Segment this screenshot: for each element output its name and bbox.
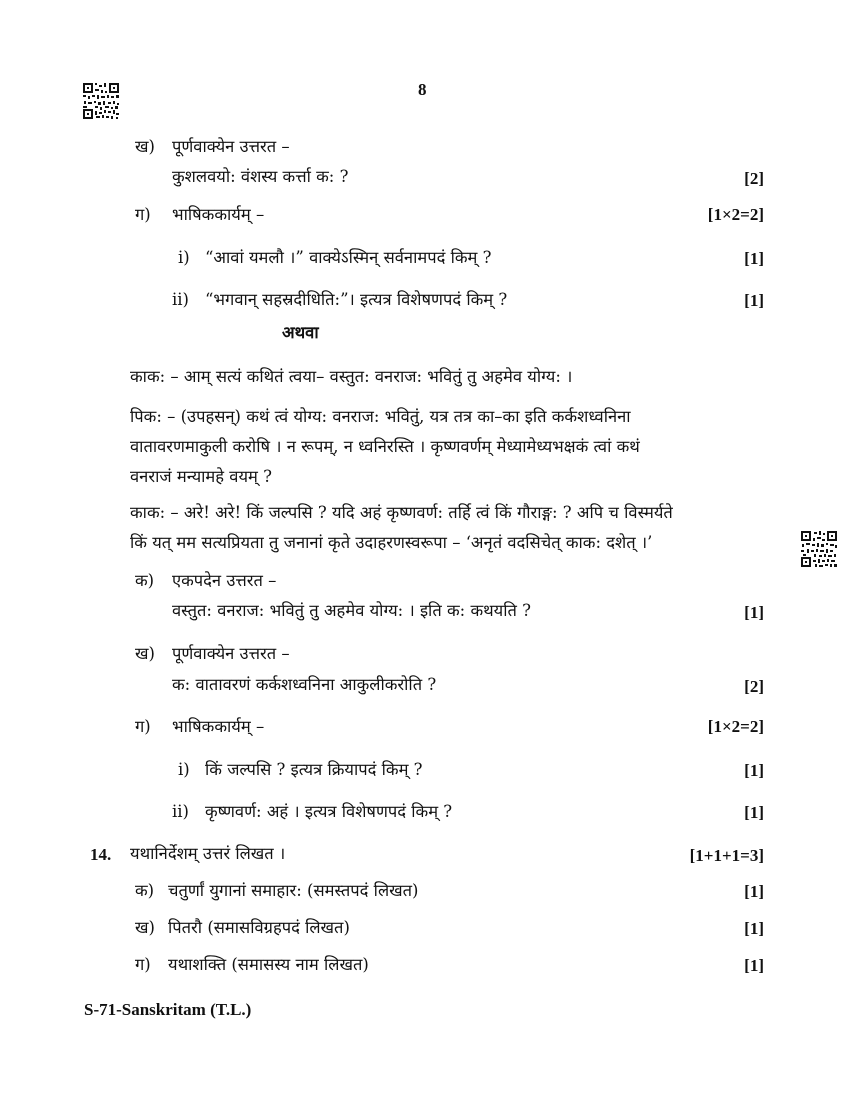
passage-line: वनराजं मन्यामहे वयम् ?	[130, 467, 272, 486]
question-text: वस्तुत: वनराज: भवितुं तु अहमेव योग्य: । इति क: कथयति ?	[172, 601, 532, 620]
question-instruction: पूर्णवाक्येन उत्तरत –	[172, 137, 290, 156]
marks: [2]	[744, 677, 764, 696]
question-text: कुशलवयो: वंशस्य कर्त्ता क: ?	[172, 167, 349, 186]
question-label: ख)	[135, 137, 155, 156]
page-number: 8	[418, 80, 427, 99]
marks: [1]	[744, 956, 764, 975]
passage-paragraph	[130, 498, 770, 558]
item-text: पितरौ (समासविग्रहपदं लिखत)	[168, 918, 350, 937]
sub-question-text: “आवां यमलौ ।” वाक्येऽस्मिन् सर्वनामपदं किम् ?	[205, 248, 492, 267]
footer-code: S-71-Sanskritam (T.L.)	[84, 1000, 252, 1019]
sub-question-label: ii)	[172, 290, 189, 309]
marks: [1×2=2]	[707, 717, 764, 736]
item-label: ग)	[135, 955, 151, 974]
question-number: 14.	[90, 845, 112, 864]
marks: [1]	[744, 761, 764, 780]
question-instruction: पूर्णवाक्येन उत्तरत –	[172, 644, 290, 663]
qr-code-icon	[800, 530, 838, 568]
question-label: ग)	[135, 717, 151, 736]
sub-question-text: किं जल्पसि ? इत्यत्र क्रियापदं किम् ?	[205, 760, 423, 779]
marks: [2]	[744, 169, 764, 188]
sub-question-text: “भगवान् सहस्रदीधिति:”। इत्यत्र विशेषणपदं किम् ?	[205, 290, 508, 309]
marks: [1]	[744, 291, 764, 310]
marks: [1]	[744, 803, 764, 822]
marks: [1]	[744, 882, 764, 901]
passage-paragraph	[130, 402, 770, 492]
item-label: ख)	[135, 918, 155, 937]
passage-line: काक: – अरे! अरे! किं जल्पसि ? यदि अहं कृष्णवर्ण: तर्हि त्वं किं गौराङ्ग: ? अपि च विस्मर्यते	[130, 503, 673, 522]
sub-question-label: i)	[178, 248, 190, 267]
marks: [1]	[744, 249, 764, 268]
question-instruction: भाषिककार्यम् –	[172, 205, 265, 224]
question-label: क)	[135, 571, 155, 590]
passage-line: काक: – आम् सत्यं कथितं त्वया– वस्तुत: वनराज: भवितुं तु अहमेव योग्य: ।	[130, 367, 573, 386]
question-label: ग)	[135, 205, 151, 224]
marks: [1]	[744, 919, 764, 938]
question-instruction: एकपदेन उत्तरत –	[172, 571, 277, 590]
qr-code-icon	[82, 82, 120, 120]
passage-line: पिक: – (उपहसन्) कथं त्वं योग्य: वनराज: भवितुं, यत्र तत्र का–का इति कर्कशध्वनिना	[130, 407, 631, 426]
item-text: यथाशक्ति (समासस्य नाम लिखत)	[168, 955, 369, 974]
passage-line: वातावरणमाकुली करोषि । न रूपम्, न ध्वनिरस्ति । कृष्णवर्णम् मेध्यामेध्यभक्षकं त्वां कथं	[130, 437, 640, 456]
marks: [1]	[744, 603, 764, 622]
sub-question-label: i)	[178, 760, 190, 779]
sub-question-label: ii)	[172, 802, 189, 821]
athava-heading: अथवा	[282, 323, 319, 342]
passage-line: किं यत् मम सत्यप्रियता तु जनानां कृते उदाहरणस्वरूपा – ‘अनृतं वदसिचेत् काक: दशेत् ।’	[130, 533, 653, 552]
marks: [1×2=2]	[707, 205, 764, 224]
item-label: क)	[135, 881, 155, 900]
item-text: चतुर्णां युगानां समाहार: (समस्तपदं लिखत)	[168, 881, 419, 900]
marks: [1+1+1=3]	[689, 846, 764, 865]
question-instruction: भाषिककार्यम् –	[172, 717, 265, 736]
question-label: ख)	[135, 644, 155, 663]
question-instruction: यथानिर्देशम् उत्तरं लिखत ।	[130, 844, 286, 863]
sub-question-text: कृष्णवर्ण: अहं । इत्यत्र विशेषणपदं किम् ?	[205, 802, 453, 821]
question-text: क: वातावरणं कर्कशध्वनिना आकुलीकरोति ?	[172, 675, 437, 694]
